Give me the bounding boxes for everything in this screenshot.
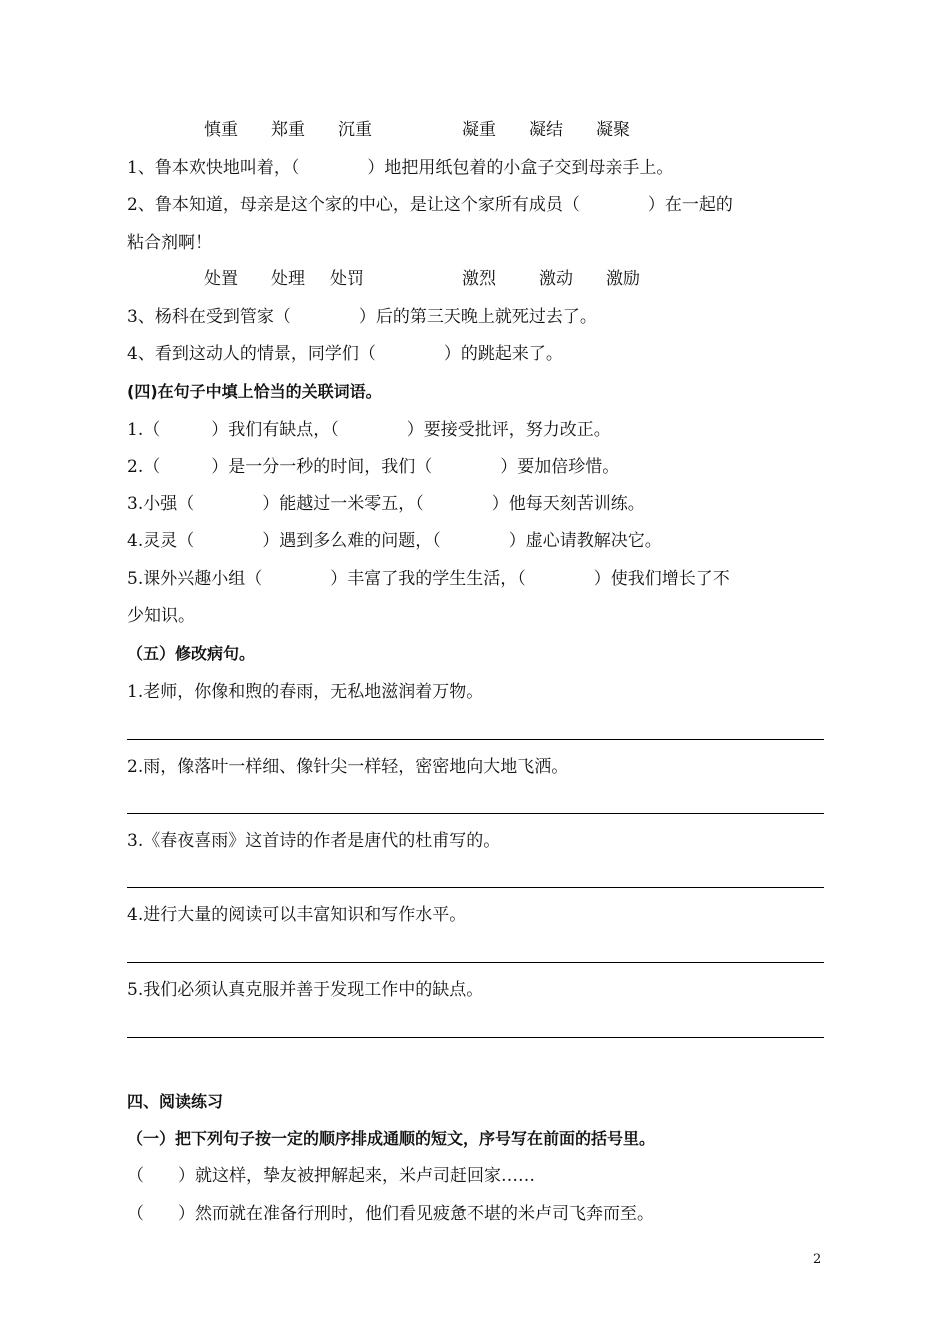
section-heading-5: （五）修改病句。 [127,644,256,663]
question-4-3: 3.小强（ ）能越过一米零五，（ ）他每天刻苦训练。 [127,494,645,514]
word-option: 处罚 [330,269,364,289]
question-4-4: 4.灵灵（ ）遇到多么难的问题，（ ）虚心请教解决它。 [127,531,662,551]
word-option: 郑重 [271,120,305,140]
reading-heading: 四、阅读练习 [127,1092,224,1111]
sentence-item: 2.雨，像落叶一样细、像针尖一样轻，密密地向大地飞洒。 [127,757,569,777]
reorder-sentence: （ ）然而就在准备行刑时，他们看见疲惫不堪的米卢司飞奔而至。 [127,1204,654,1224]
reorder-sentence: （ ）就这样，挚友被押解起来，米卢司赶回家…… [127,1166,535,1186]
word-option: 凝聚 [596,120,630,140]
question-4-2: 2.（ ）是一分一秒的时间，我们（ ）要加倍珍惜。 [127,457,620,477]
word-option: 激动 [539,269,573,289]
answer-line [127,962,824,963]
question-4-5: 5.课外兴趣小组（ ）丰富了我的学生生活，（ ）使我们增长了不 [127,569,730,589]
question-4-5-cont: 少知识。 [127,606,195,626]
sentence-item: 1.老师，你像和煦的春雨，无私地滋润着万物。 [127,682,484,702]
sentence-item: 3.《春夜喜雨》这首诗的作者是唐代的杜甫写的。 [127,831,501,851]
word-option: 处置 [204,269,238,289]
word-option: 慎重 [204,120,238,140]
word-option: 凝重 [462,120,496,140]
page-number: 2 [813,1252,822,1267]
word-option: 激烈 [462,269,496,289]
answer-line [127,1037,824,1038]
sentence-item: 4.进行大量的阅读可以丰富知识和写作水平。 [127,905,467,925]
answer-line [127,739,824,740]
section-heading-4: (四)在句子中填上恰当的关联词语。 [127,382,382,401]
question-3-1: 1、鲁本欢快地叫着，（ ）地把用纸包着的小盒子交到母亲手上。 [127,158,674,178]
answer-line [127,813,824,814]
question-3-3: 3、杨科在受到管家（ ）后的第三天晚上就死过去了。 [127,307,597,327]
question-3-2: 2、鲁本知道，母亲是这个家的中心，是让这个家所有成员（ ）在一起的 [127,195,733,215]
answer-line [127,887,824,888]
question-4-1: 1.（ ）我们有缺点，（ ）要接受批评，努力改正。 [127,420,611,440]
question-3-2-cont: 粘合剂啊！ [127,233,212,253]
sentence-item: 5.我们必须认真克服并善于发现工作中的缺点。 [127,980,484,1000]
reading-subheading: （一）把下列句子按一定的顺序排成通顺的短文，序号写在前面的括号里。 [127,1129,656,1148]
word-option: 凝结 [529,120,563,140]
word-option: 激励 [606,269,640,289]
word-option: 处理 [271,269,305,289]
question-3-4: 4、看到这动人的情景，同学们（ ）的跳起来了。 [127,344,563,364]
word-option: 沉重 [338,120,372,140]
